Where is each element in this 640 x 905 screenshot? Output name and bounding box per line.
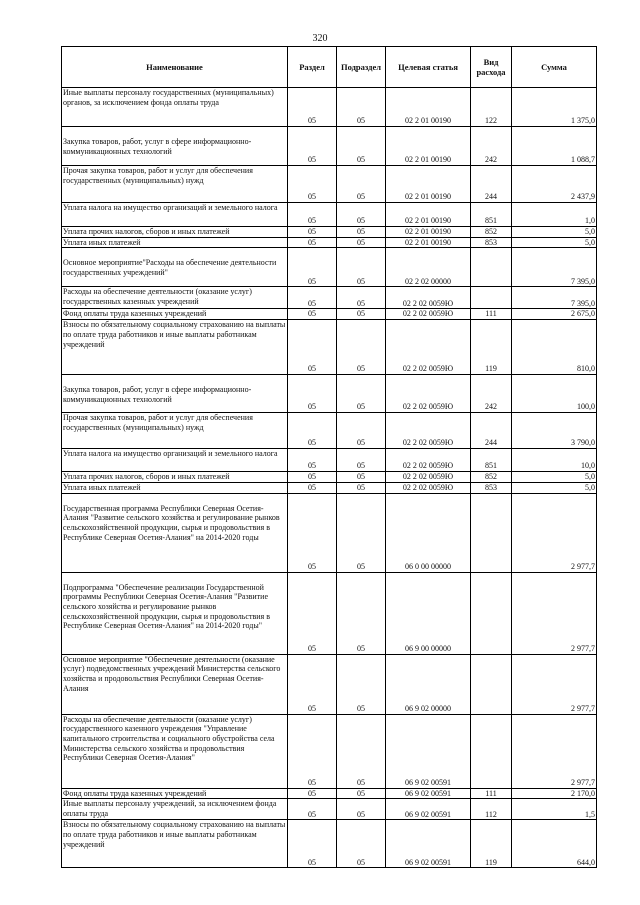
row-name: Уплата прочих налогов, сборов и иных платежей (62, 472, 288, 483)
row-subsection: 05 (337, 88, 386, 127)
row-sum: 1,0 (512, 203, 597, 227)
table-row (62, 449, 597, 472)
row-section: 05 (288, 309, 337, 320)
table-row (62, 375, 597, 413)
row-subsection: 05 (337, 227, 386, 238)
row-expense-type: 111 (471, 309, 512, 320)
row-section: 05 (288, 227, 337, 238)
row-target: 02 2 02 0059Ю (386, 320, 471, 375)
table-row (62, 572, 597, 654)
row-sum: 1 088,7 (512, 127, 597, 166)
row-name: Основное мероприятие "Обеспечение деятельности (оказание услуг) подведомственных учреждений Министерства сельского хозяйства и продовольствия Республики Северная Осетия-Алания (62, 654, 288, 714)
row-subsection: 05 (337, 413, 386, 449)
row-subsection: 05 (337, 493, 386, 572)
row-target: 06 9 02 00000 (386, 654, 471, 714)
table-row (62, 799, 597, 820)
header-section: Раздел (288, 47, 337, 88)
row-target: 02 2 01 00190 (386, 127, 471, 166)
row-sum: 100,0 (512, 375, 597, 413)
row-name: Основное мероприятие"Расходы на обеспечение деятельности государственных учреждений" (62, 248, 288, 287)
row-sum: 2 675,0 (512, 309, 597, 320)
row-subsection: 05 (337, 820, 386, 868)
row-target: 02 2 02 0059Ю (386, 287, 471, 309)
row-target: 02 2 02 0059Ю (386, 413, 471, 449)
row-expense-type: 853 (471, 237, 512, 248)
table-row (62, 472, 597, 483)
table-row (62, 166, 597, 203)
row-name: Закупка товаров, работ, услуг в сфере информационно-коммуникационных технологий (62, 375, 288, 413)
row-section: 05 (288, 166, 337, 203)
row-target: 06 9 02 00591 (386, 799, 471, 820)
row-name: Подпрограмма "Обеспечение реализации Государственной программы Республики Северная Осетия-Алания "Развитие сельского хозяйства и регулирование рынков сельскохозяйственной продукции, сырья и продовольствия в Республике Северная Осетия-Алания" на 2014-2020 годы" (62, 572, 288, 654)
row-section: 05 (288, 413, 337, 449)
row-subsection: 05 (337, 320, 386, 375)
row-subsection: 05 (337, 203, 386, 227)
row-subsection: 05 (337, 788, 386, 799)
row-sum: 7 395,0 (512, 287, 597, 309)
table-row (62, 654, 597, 714)
table-row (62, 287, 597, 309)
row-expense-type: 852 (471, 472, 512, 483)
row-expense-type: 851 (471, 449, 512, 472)
row-name: Взносы по обязательному социальному страхованию на выплаты по оплате труда работников и иные выплаты работникам учреждений (62, 320, 288, 375)
row-section: 05 (288, 799, 337, 820)
row-target: 06 0 00 00000 (386, 493, 471, 572)
row-expense-type: 111 (471, 788, 512, 799)
row-sum: 3 790,0 (512, 413, 597, 449)
row-sum: 2 977,7 (512, 654, 597, 714)
row-name: Уплата налога на имущество организаций и земельного налога (62, 203, 288, 227)
row-target: 02 2 02 00000 (386, 248, 471, 287)
row-target: 02 2 02 0059Ю (386, 309, 471, 320)
table-header-row (62, 47, 597, 88)
row-expense-type (471, 714, 512, 788)
row-section: 05 (288, 248, 337, 287)
row-sum: 10,0 (512, 449, 597, 472)
row-expense-type: 853 (471, 482, 512, 493)
row-expense-type (471, 654, 512, 714)
table-row (62, 482, 597, 493)
row-name: Уплата иных платежей (62, 482, 288, 493)
table-row (62, 309, 597, 320)
row-expense-type (471, 287, 512, 309)
row-sum: 5,0 (512, 482, 597, 493)
row-expense-type: 244 (471, 166, 512, 203)
row-target: 02 2 01 00190 (386, 166, 471, 203)
table-row (62, 227, 597, 238)
row-section: 05 (288, 572, 337, 654)
row-target: 02 2 02 0059Ю (386, 375, 471, 413)
row-target: 02 2 01 00190 (386, 203, 471, 227)
row-sum: 5,0 (512, 237, 597, 248)
row-section: 05 (288, 320, 337, 375)
row-section: 05 (288, 654, 337, 714)
row-name: Фонд оплаты труда казенных учреждений (62, 788, 288, 799)
row-subsection: 05 (337, 714, 386, 788)
row-expense-type (471, 493, 512, 572)
row-expense-type: 119 (471, 820, 512, 868)
row-subsection: 05 (337, 127, 386, 166)
row-subsection: 05 (337, 237, 386, 248)
row-section: 05 (288, 449, 337, 472)
row-expense-type (471, 248, 512, 287)
row-subsection: 05 (337, 449, 386, 472)
row-target: 02 2 01 00190 (386, 227, 471, 238)
table-row (62, 248, 597, 287)
row-section: 05 (288, 287, 337, 309)
row-sum: 2 977,7 (512, 714, 597, 788)
header-expense-type: Вид расхода (471, 47, 512, 88)
header-name: Наименование (62, 47, 288, 88)
header-sum: Сумма (512, 47, 597, 88)
row-sum: 7 395,0 (512, 248, 597, 287)
row-section: 05 (288, 472, 337, 483)
row-section: 05 (288, 375, 337, 413)
row-subsection: 05 (337, 482, 386, 493)
row-name: Уплата налога на имущество организаций и земельного налога (62, 449, 288, 472)
row-section: 05 (288, 788, 337, 799)
row-expense-type: 242 (471, 127, 512, 166)
table-body (62, 88, 597, 868)
header-target: Целевая статья (386, 47, 471, 88)
row-subsection: 05 (337, 472, 386, 483)
row-name: Уплата прочих налогов, сборов и иных платежей (62, 227, 288, 238)
row-section: 05 (288, 493, 337, 572)
table-row (62, 493, 597, 572)
row-section: 05 (288, 482, 337, 493)
row-sum: 1,5 (512, 799, 597, 820)
row-target: 02 2 02 0059Ю (386, 482, 471, 493)
row-expense-type: 119 (471, 320, 512, 375)
row-section: 05 (288, 88, 337, 127)
row-subsection: 05 (337, 572, 386, 654)
row-sum: 644,0 (512, 820, 597, 868)
table-row (62, 203, 597, 227)
row-expense-type: 112 (471, 799, 512, 820)
row-subsection: 05 (337, 375, 386, 413)
row-section: 05 (288, 203, 337, 227)
row-sum: 5,0 (512, 227, 597, 238)
row-expense-type: 244 (471, 413, 512, 449)
row-subsection: 05 (337, 654, 386, 714)
table-row (62, 127, 597, 166)
table-row (62, 413, 597, 449)
row-name: Государственная программа Республики Северная Осетия-Алания "Развитие сельского хозяйства и регулирование рынков сельскохозяйственной продукции, сырья и продовольствия в Республике Северная Осетия-Алания" на 2014-2020 годы (62, 493, 288, 572)
row-sum: 2 977,7 (512, 493, 597, 572)
row-sum: 2 437,9 (512, 166, 597, 203)
row-sum: 2 170,0 (512, 788, 597, 799)
row-expense-type (471, 572, 512, 654)
row-section: 05 (288, 714, 337, 788)
row-sum: 1 375,0 (512, 88, 597, 127)
row-name: Иные выплаты персоналу государственных (муниципальных) органов, за исключением фонда оплаты труда (62, 88, 288, 127)
page-number: 320 (312, 33, 328, 44)
row-name: Фонд оплаты труда казенных учреждений (62, 309, 288, 320)
table-row (62, 88, 597, 127)
row-expense-type: 851 (471, 203, 512, 227)
row-target: 02 2 01 00190 (386, 88, 471, 127)
row-name: Расходы на обеспечение деятельности (оказание услуг) государственного казенного учреждения "Управление капитального строительства и социального обустройства села Министерства сельского хозяйства и продовольствия Республики Северная Осетия-Алания" (62, 714, 288, 788)
row-section: 05 (288, 237, 337, 248)
row-section: 05 (288, 820, 337, 868)
row-name: Прочая закупка товаров, работ и услуг для обеспечения государственных (муниципальных) нужд (62, 166, 288, 203)
row-target: 02 2 02 0059Ю (386, 449, 471, 472)
row-target: 02 2 01 00190 (386, 237, 471, 248)
table-row (62, 237, 597, 248)
row-name: Взносы по обязательному социальному страхованию на выплаты по оплате труда работников и иные выплаты работникам учреждений (62, 820, 288, 868)
table-row (62, 788, 597, 799)
row-sum: 810,0 (512, 320, 597, 375)
row-name: Иные выплаты персоналу учреждений, за исключением фонда оплаты труда (62, 799, 288, 820)
header-subsection: Подраздел (337, 47, 386, 88)
row-section: 05 (288, 127, 337, 166)
row-target: 06 9 02 00591 (386, 714, 471, 788)
table-row (62, 320, 597, 375)
row-target: 06 9 02 00591 (386, 820, 471, 868)
row-target: 06 9 00 00000 (386, 572, 471, 654)
row-expense-type: 242 (471, 375, 512, 413)
table-row (62, 714, 597, 788)
row-expense-type: 852 (471, 227, 512, 238)
row-sum: 5,0 (512, 472, 597, 483)
row-expense-type: 122 (471, 88, 512, 127)
row-name: Уплата иных платежей (62, 237, 288, 248)
table-row (62, 820, 597, 868)
row-name: Закупка товаров, работ, услуг в сфере информационно-коммуникационных технологий (62, 127, 288, 166)
row-subsection: 05 (337, 309, 386, 320)
row-name: Прочая закупка товаров, работ и услуг для обеспечения государственных (муниципальных) нужд (62, 413, 288, 449)
row-target: 06 9 02 00591 (386, 788, 471, 799)
row-subsection: 05 (337, 166, 386, 203)
row-subsection: 05 (337, 799, 386, 820)
budget-table (61, 46, 597, 868)
row-name: Расходы на обеспечение деятельности (оказание услуг) государственных казенных учреждений (62, 287, 288, 309)
row-subsection: 05 (337, 248, 386, 287)
row-target: 02 2 02 0059Ю (386, 472, 471, 483)
row-sum: 2 977,7 (512, 572, 597, 654)
row-subsection: 05 (337, 287, 386, 309)
